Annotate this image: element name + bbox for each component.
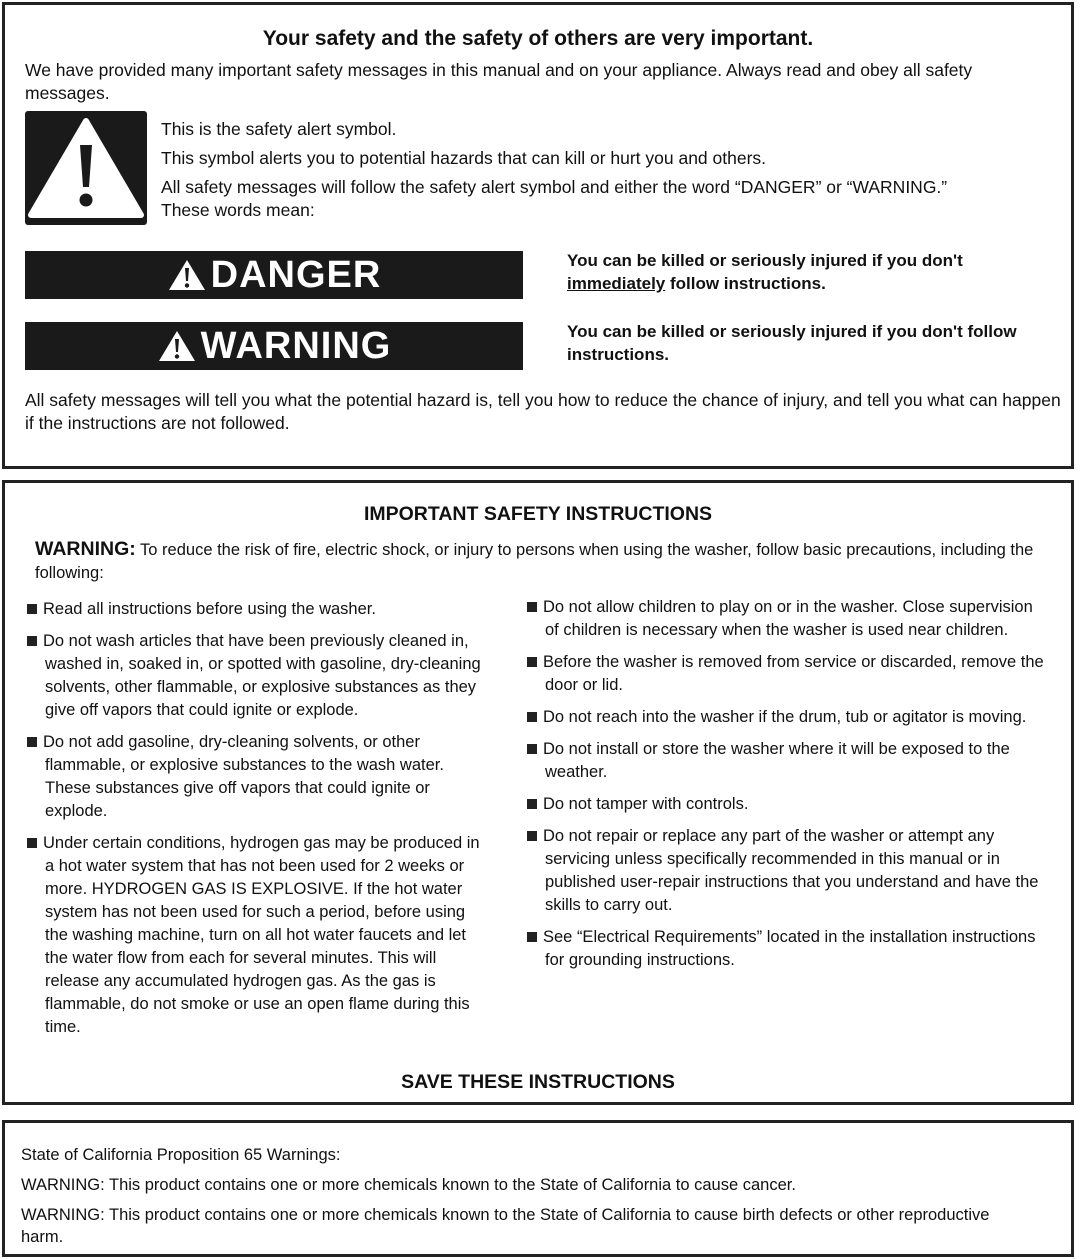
alert-symbol-line-1: This is the safety alert symbol.: [161, 119, 397, 139]
safety-info-box: [2, 2, 1074, 469]
list-item: Under certain conditions, hydrogen gas may be produced in a hot water system that has not been used for 2 weeks or more. HYDROGEN GAS IS EXPLOSIVE. If the hot water system has not been used for such a period, before using the washing machine, turn on all hot water faucets and let the water flow from each for several minutes. This will release any accumulated hydrogen gas. As the gas is flammable, do not smoke or use an open flame during this time.: [27, 832, 489, 1039]
list-item: Do not repair or replace any part of the washer or attempt any servicing unless specifically recommended in this manual or in published user-repair instructions that you understand and have the skills to carry out.: [527, 825, 1047, 917]
instructions-box: [2, 480, 1074, 1105]
list-item: Do not add gasoline, dry-cleaning solvents, or other flammable, or explosive substances to the wash water. These substances give off vapors that could ignite or explode.: [27, 731, 489, 823]
danger-alert-icon: [167, 258, 207, 292]
list-item: See “Electrical Requirements” located in the installation instructions for grounding instructions.: [527, 926, 1047, 972]
danger-emphasis: immediately: [567, 274, 666, 293]
warning-banner: [25, 322, 523, 370]
danger-description: You can be killed or seriously injured if you don't immediately follow instructions.: [567, 251, 963, 293]
safety-intro: We have provided many important safety messages in this manual and on your appliance. Always read and obey all safety messages.: [25, 60, 973, 103]
instructions-warning-label: WARNING:: [35, 538, 136, 560]
save-instructions: SAVE THESE INSTRUCTIONS: [401, 1071, 675, 1093]
warning-alert-icon: [157, 329, 197, 363]
list-item: Do not wash articles that have been previously cleaned in, washed in, soaked in, or spotted with gasoline, dry-cleaning solvents, other flammable, or explosive substances as they give off vapors that could ignite or explode.: [27, 630, 489, 722]
list-item: Do not install or store the washer where it will be exposed to the weather.: [527, 738, 1047, 784]
danger-banner: [25, 251, 523, 299]
safety-title: Your safety and the safety of others are very important.: [262, 27, 814, 50]
list-item: Do not allow children to play on or in the washer. Close supervision of children is necessary when the washer is used near children.: [527, 596, 1047, 642]
safety-closing: All safety messages will tell you what the potential hazard is, tell you how to reduce the chance of injury, and tell you what can happen if the instructions are not followed.: [25, 390, 1061, 433]
instructions-right-column: [527, 596, 1047, 981]
prop65-heading: State of California Proposition 65 Warnings:: [21, 1146, 341, 1164]
warning-label: WARNING: [200, 324, 392, 367]
alert-symbol-line-2: This symbol alerts you to potential hazards that can kill or hurt you and others.: [161, 148, 767, 168]
warning-description: You can be killed or seriously injured if you don't follow instructions.: [567, 322, 1017, 364]
prop65-warning-2: WARNING: This product contains one or more chemicals known to the State of California to cause birth defects or other reproductive harm.: [21, 1206, 990, 1246]
instructions-warning: WARNING: To reduce the risk of fire, electric shock, or injury to persons when using the washer, follow basic precautions, including the following:: [35, 538, 1034, 582]
prop65-warning-1: WARNING: This product contains one or more chemicals known to the State of California to cause cancer.: [21, 1176, 796, 1194]
prop65-box: [2, 1120, 1074, 1257]
instructions-left-column: [27, 598, 489, 1048]
list-item: Do not tamper with controls.: [527, 793, 1047, 816]
safety-alert-symbol-icon: [25, 111, 147, 225]
danger-label: DANGER: [210, 253, 382, 296]
list-item: Do not reach into the washer if the drum, tub or agitator is moving.: [527, 706, 1047, 729]
alert-symbol-line-3: All safety messages will follow the safety alert symbol and either the word “DANGER” or “WARNING.” These words mean:: [161, 177, 948, 220]
instructions-title: IMPORTANT SAFETY INSTRUCTIONS: [363, 503, 713, 525]
list-item: Before the washer is removed from service or discarded, remove the door or lid.: [527, 651, 1047, 697]
list-item: Read all instructions before using the washer.: [27, 598, 489, 621]
